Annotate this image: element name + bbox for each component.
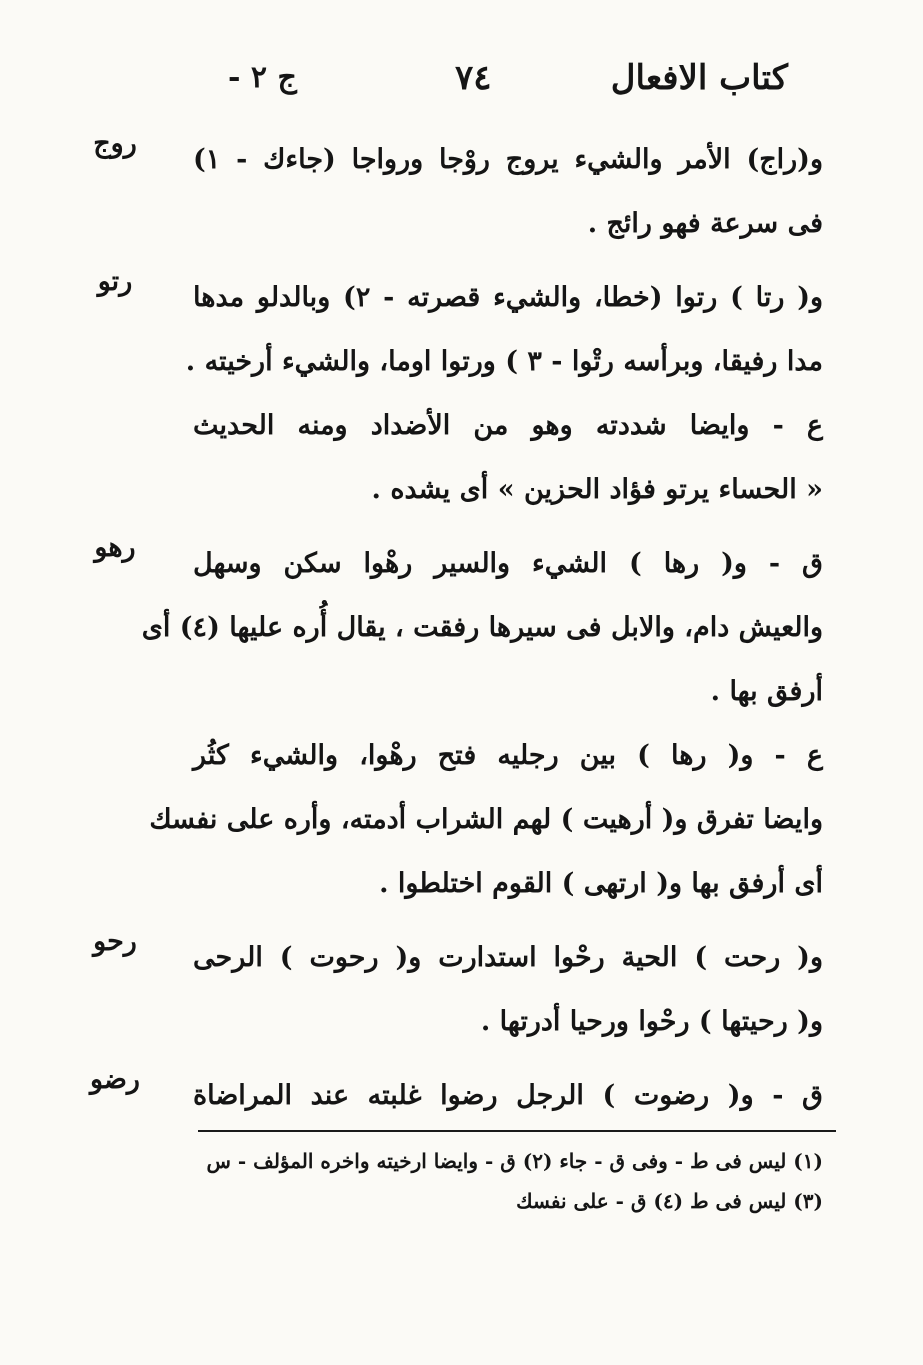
root-word: روج xyxy=(93,128,137,159)
root-word: رهو xyxy=(94,532,136,563)
footnote-line: (١) ليس فى ط - وفى ق - جاء (٢) ق - وايضا ارخيته واخره المؤلف - س xyxy=(206,1149,823,1173)
dictionary-body xyxy=(0,128,923,1128)
entry-line: ع - وايضا شددته وهو من الأضداد ومنه الحديث xyxy=(193,410,823,441)
entry-rhw xyxy=(0,532,923,916)
volume-label: ج ٢ - xyxy=(228,60,297,95)
footnotes xyxy=(183,1141,823,1221)
entry-line: والعيش دام، والابل فى سيرها رفقت ، يقال أُره عليها (٤) أى xyxy=(141,612,823,643)
entry-line: أى أرفق بها و( ارتهى ) القوم اختلطوا . xyxy=(379,868,823,899)
entry-line: فى سرعة فهو رائج . xyxy=(587,208,823,239)
page-number: ٧٤ xyxy=(455,58,492,98)
entry-line: ق - و( رضوت ) الرجل رضوا غلبته عند المراضاة xyxy=(193,1080,823,1111)
entry-rdw xyxy=(0,1064,923,1128)
entry-line: و( رحت ) الحية رحْوا استدارت و( رحوت ) الرحى xyxy=(193,942,823,973)
root-word: رتو xyxy=(97,266,133,297)
entry-line: أرفق بها . xyxy=(710,676,823,707)
entry-line: وايضا تفرق و( أرهيت ) لهم الشراب أدمته، وأره على نفسك xyxy=(149,804,823,835)
entry-line: و( رحيتها ) رحْوا ورحيا أدرتها . xyxy=(480,1006,823,1037)
entry-line: و( رتا ) رتوا (خطا، والشيء قصرته - ٢) وبالدلو مدها xyxy=(193,282,824,313)
entry-line: ع - و( رها ) بين رجليه فتح رهْوا، والشيء كثُر xyxy=(193,740,823,771)
footnote-line: (٣) ليس فى ط (٤) ق - على نفسك xyxy=(516,1189,823,1213)
entry-line: « الحساء يرتو فؤاد الحزين » أى يشده . xyxy=(371,474,823,505)
entry-rwj xyxy=(0,128,923,256)
entry-rhw2 xyxy=(0,926,923,1054)
entry-line: ق - و( رها ) الشيء والسير رهْوا سكن وسهل xyxy=(193,548,823,579)
root-word: رضو xyxy=(90,1064,140,1095)
book-title: كتاب الافعال xyxy=(610,58,788,98)
footnote-divider xyxy=(198,1130,836,1132)
entry-rtw xyxy=(0,266,923,522)
page-header xyxy=(0,58,923,114)
entry-line: و(راج) الأمر والشيء يروج روْجا ورواجا (جاءك - ١) xyxy=(193,144,823,175)
root-word: رحو xyxy=(93,926,137,957)
entry-line: مدا رفيقا، وبرأسه رتْوا - ٣ ) ورتوا اوما، والشيء أرخيته . xyxy=(185,346,823,377)
